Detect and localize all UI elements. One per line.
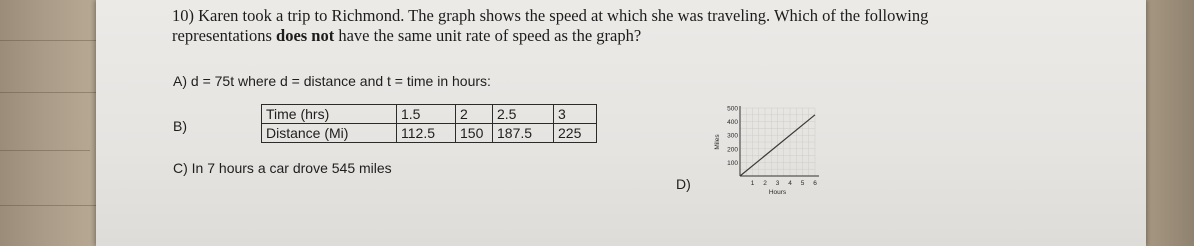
graph-y-ticks xyxy=(727,106,738,167)
y-tick-label: 400 xyxy=(727,119,738,127)
x-tick-label: 3 xyxy=(775,180,780,187)
table-cell: 3 xyxy=(554,105,597,124)
option-b-table xyxy=(261,104,597,143)
question-text xyxy=(172,6,1072,46)
table-cell: 2.5 xyxy=(493,105,554,124)
y-tick-label: 200 xyxy=(727,146,738,154)
graph-axes xyxy=(740,106,819,176)
option-c-letter: C) xyxy=(173,160,188,176)
question-line2-end: have the same unit rate of speed as the graph? xyxy=(334,26,642,45)
x-tick-label: 5 xyxy=(800,180,805,187)
graph-x-ticks xyxy=(751,180,818,187)
question-line2-start: representations xyxy=(172,26,277,45)
y-tick-label: 300 xyxy=(727,132,738,140)
y-tick-label: 500 xyxy=(727,105,738,113)
option-c xyxy=(173,160,392,176)
x-tick-label: 2 xyxy=(763,180,767,187)
table-cell: 2 xyxy=(456,105,493,124)
question-sentence: Karen took a trip to Richmond. The graph shows the speed at which she was traveling. Which of the following xyxy=(198,6,929,25)
graph-grid xyxy=(740,108,815,176)
option-d-graph xyxy=(700,100,830,210)
option-a-letter: A) xyxy=(173,73,187,89)
option-a xyxy=(173,73,491,89)
table-header-time: Time (hrs) xyxy=(262,105,397,124)
option-b-letter: B) xyxy=(173,118,187,134)
table-cell: 112.5 xyxy=(397,124,456,143)
option-c-text: In 7 hours a car drove 545 miles xyxy=(191,160,392,176)
question-line-1 xyxy=(172,6,1072,26)
graph-x-label: Hours xyxy=(768,189,787,196)
question-number: 10) xyxy=(172,6,194,25)
x-tick-label: 6 xyxy=(813,180,817,187)
table-cell: 1.5 xyxy=(397,105,456,124)
table-cell: 150 xyxy=(456,124,493,143)
table-row-time xyxy=(262,105,597,124)
y-tick-label: 100 xyxy=(727,159,738,167)
table-row-distance xyxy=(262,124,597,143)
table-cell: 225 xyxy=(554,124,597,143)
option-d-letter: D) xyxy=(676,176,691,192)
question-line-2 xyxy=(172,26,1072,46)
question-emphasis: does not xyxy=(276,26,335,45)
x-tick-label: 1 xyxy=(750,180,755,187)
graph-y-label: Miles xyxy=(714,134,721,150)
table-cell: 187.5 xyxy=(493,124,554,143)
table-header-distance: Distance (Mi) xyxy=(262,124,397,143)
x-tick-label: 4 xyxy=(788,180,792,187)
option-a-text: d = 75t where d = distance and t = time in hours: xyxy=(190,73,491,89)
